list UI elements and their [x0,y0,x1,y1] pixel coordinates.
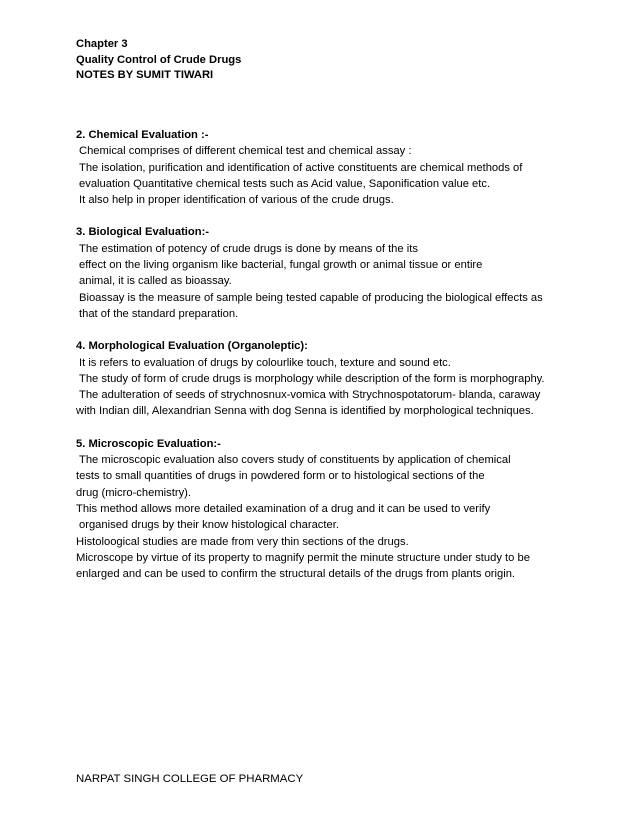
paragraph-line: enlarged and can be used to confirm the structural details of the drugs from plants origin. [76,568,516,581]
paragraph-line: Bioassay is the measure of sample being tested capable of producing the biological effects as [79,291,543,304]
paragraph-line: evaluation Quantitative chemical tests such as Acid value, Saponification value etc. [79,177,491,190]
paragraph-line: The estimation of potency of crude drugs is done by means of the its [79,242,418,255]
paragraph-line: drug (micro-chemistry). [76,486,191,499]
paragraph-line: organised drugs by their know histological character. [79,519,339,532]
paragraph-line: with Indian dill, Alexandrian Senna with dog Senna is identified by morphological techniques. [76,405,534,418]
chapter-label: Chapter 3 [76,38,128,50]
page-header [76,37,241,84]
section-heading: 2. Chemical Evaluation :- [76,129,209,141]
section-heading: 4. Morphological Evaluation (Organoleptic): [76,340,308,353]
paragraph-line: The study of form of crude drugs is morphology while description of the form is morphography. [79,372,545,385]
section-heading: 5. Microscopic Evaluation:- [76,437,221,450]
document-title: Quality Control of Crude Drugs [76,53,242,66]
section-morphological-evaluation [76,338,576,419]
document-body [76,127,576,598]
paragraph-line: This method allows more detailed examination of a drug and it can be used to verify [76,502,491,515]
paragraph-line: that of the standard preparation. [79,307,239,320]
paragraph-line: animal, it is called as bioassay. [79,275,232,288]
paragraph-line: Histoloogical studies are made from very thin sections of the drugs. [76,535,409,548]
paragraph-line: It also help in proper identification of various of the crude drugs. [79,194,394,207]
paragraph-line: effect on the living organism like bacterial, fungal growth or animal tissue or entire [79,259,483,272]
paragraph-line: The microscopic evaluation also covers study of constituents by application of chemical [79,454,511,467]
section-chemical-evaluation [76,127,576,208]
paragraph-line: It is refers to evaluation of drugs by colourlike touch, texture and sound etc. [79,356,451,369]
paragraph-line: Chemical comprises of different chemical test and chemical assay : [79,145,412,158]
author-line: NOTES BY SUMIT TIWARI [76,69,214,81]
section-heading: 3. Biological Evaluation:- [76,226,210,239]
paragraph-line: Microscope by virtue of its property to magnify permit the minute structure under study to be [76,551,530,564]
paragraph-line: tests to small quantities of drugs in powdered form or to histological sections of the [76,470,485,483]
page-footer: NARPAT SINGH COLLEGE OF PHARMACY [76,773,304,785]
paragraph-line: The adulteration of seeds of strychnosnux-vomica with Strychnospotatorum- blanda, caraway [79,389,541,402]
section-biological-evaluation [76,224,576,322]
paragraph-line: The isolation, purification and identification of active constituents are chemical methods of [79,161,523,174]
section-microscopic-evaluation [76,436,576,583]
